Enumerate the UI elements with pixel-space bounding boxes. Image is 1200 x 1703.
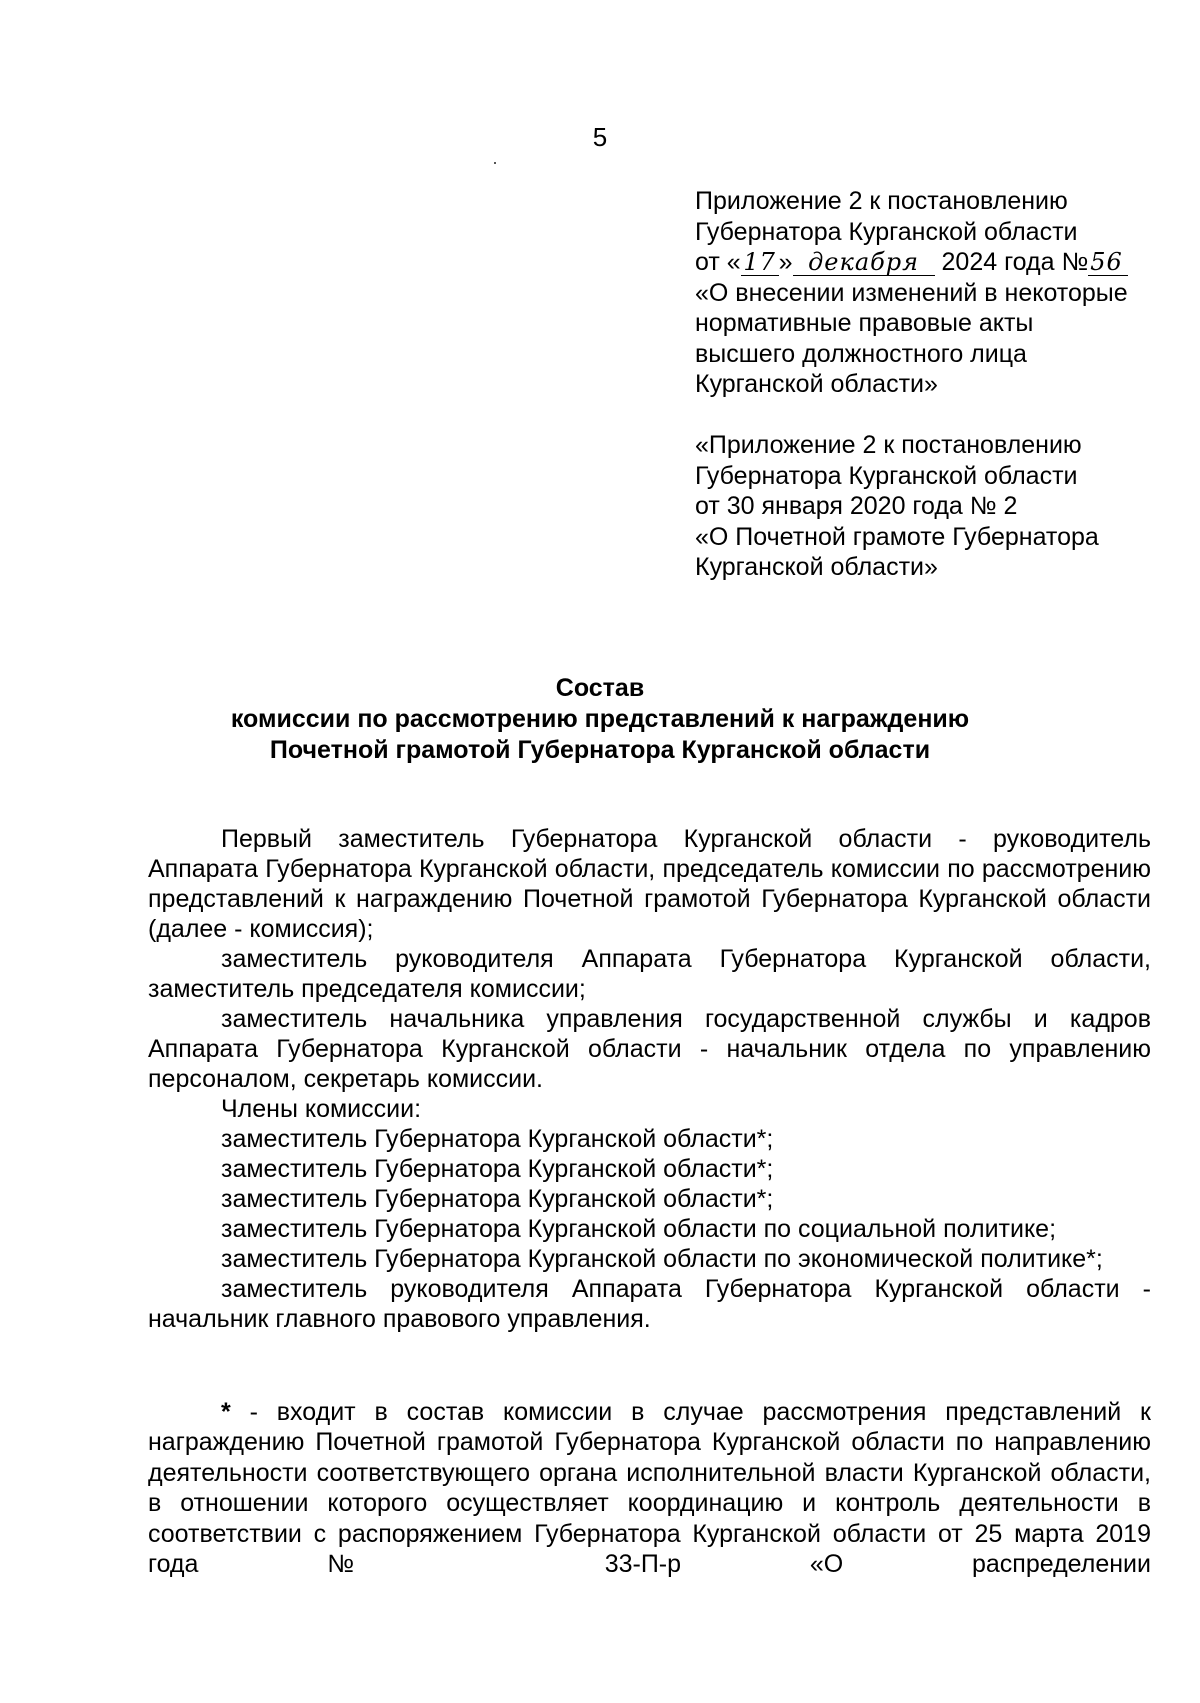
title-line: комиссии по рассмотрению представлений к награждению (230, 705, 970, 733)
appendix-current-header (695, 186, 1175, 400)
date-prefix: от « (695, 248, 741, 276)
page-number: 5 (592, 122, 608, 152)
appendix-date-line (695, 247, 1175, 278)
title-line: Состав (555, 674, 645, 702)
appendix-line: Губернатора Курганской области (695, 461, 1078, 490)
footnote (148, 1397, 1151, 1579)
member-paragraph: заместитель руководителя Аппарата Губернатора Курганской области - начальник главного правового управления. (148, 1275, 1151, 1333)
member-paragraph: заместитель Губернатора Курганской области по социальной политике; (221, 1215, 1057, 1243)
appendix-line: «Приложение 2 к постановлению (695, 431, 1082, 459)
appendix-line: Курганской области» (695, 370, 938, 398)
member-paragraph: заместитель Губернатора Курганской области*; (221, 1125, 774, 1153)
members-heading: Члены комиссии: (221, 1095, 422, 1123)
document-title (0, 673, 1200, 766)
member-paragraph: заместитель Губернатора Курганской области по экономической политике*; (221, 1245, 1103, 1273)
footnote-paragraph (148, 1397, 1151, 1579)
footnote-star: * (221, 1398, 231, 1426)
date-close-quote: » (778, 248, 793, 276)
member-paragraph: заместитель руководителя Аппарата Губернатора Курганской области, заместитель председателя комиссии; (148, 945, 1151, 1003)
handwritten-number: 56 (1088, 249, 1128, 276)
appendix-line: Губернатора Курганской области (695, 217, 1078, 246)
title-line: Почетной грамотой Губернатора Курганской области (269, 736, 931, 764)
appendix-line: «О Почетной грамоте Губернатора (695, 522, 1099, 551)
member-paragraph: заместитель Губернатора Курганской области*; (221, 1185, 774, 1213)
appendix-line: «О внесении изменений в некоторые (695, 278, 1128, 307)
appendix-line: от 30 января 2020 года № 2 (695, 492, 1018, 520)
scan-speck (494, 162, 496, 164)
appendix-line: Приложение 2 к постановлению (695, 187, 1068, 215)
appendix-line: нормативные правовые акты (695, 309, 1034, 337)
appendix-original-header (695, 430, 1175, 583)
appendix-line: Курганской области» (695, 553, 938, 581)
handwritten-month: декабря (793, 249, 935, 276)
handwritten-day: 17 (741, 249, 779, 276)
appendix-line: высшего должностного лица (695, 339, 1027, 368)
date-year: 2024 года № (941, 248, 1089, 276)
member-paragraph: Первый заместитель Губернатора Курганской области - руководитель Аппарата Губернатора Курганской области, председатель комиссии по рассмотрению представлений к награждению Почетной грамотой Губернатора Курганской области (далее - комиссия); (148, 825, 1151, 943)
member-paragraph: заместитель начальника управления государственной службы и кадров Аппарата Губернатора Курганской области - начальник отдела по управлению персоналом, секретарь комиссии. (148, 1005, 1151, 1093)
member-paragraph: заместитель Губернатора Курганской области*; (221, 1155, 774, 1183)
commission-members-list (148, 824, 1151, 1334)
footnote-text: - входит в состав комиссии в случае рассмотрения представлений к награждению Почетной грамотой Губернатора Курганской области по направлению деятельности соответствующего органа исполнительной власти Курганской области, в отношении которого осуществляет координацию и контроль деятельности в соответствии с распоряжением Губернатора Курганской области от 25 марта 2019 года № 33-П-р «О распределении (148, 1398, 1151, 1579)
